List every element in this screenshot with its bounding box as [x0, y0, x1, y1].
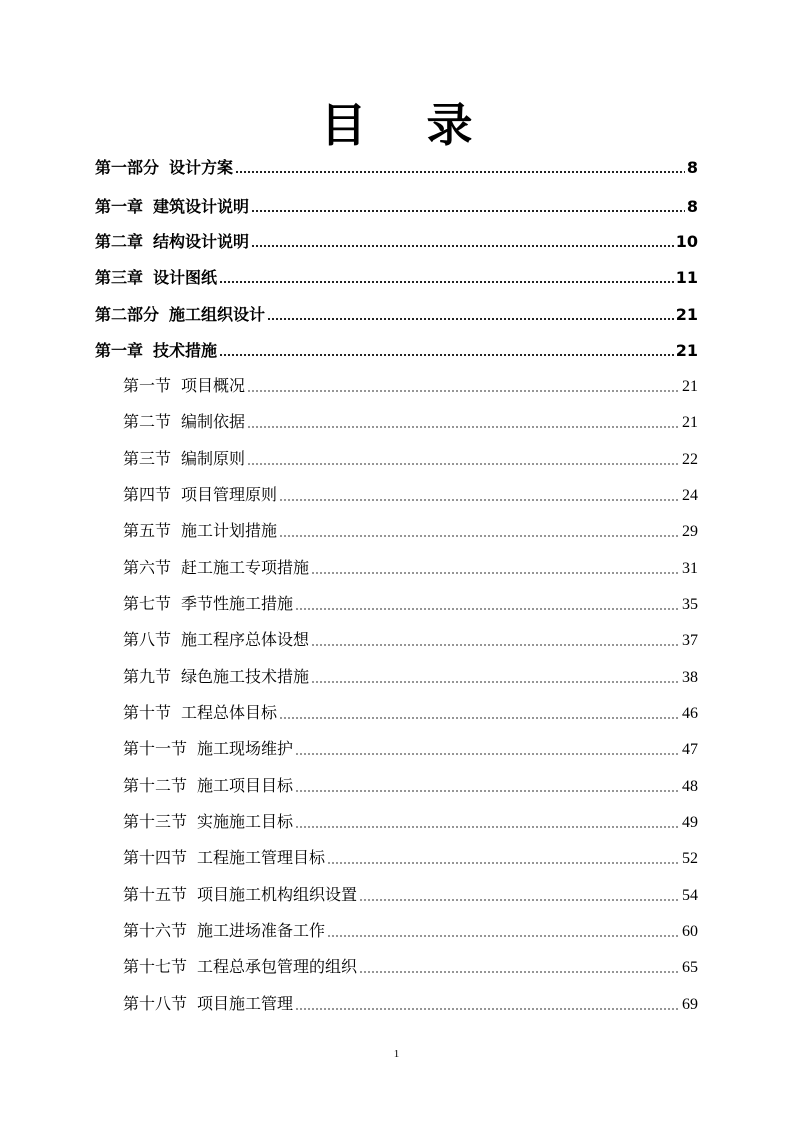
- dot-leader: [295, 750, 680, 756]
- toc-entry-number: 第一章: [95, 341, 144, 360]
- toc-entry[interactable]: [95, 196, 698, 218]
- dot-leader: [219, 351, 674, 357]
- toc-entry[interactable]: [123, 703, 698, 725]
- toc-entry[interactable]: [123, 485, 698, 507]
- toc-entry[interactable]: [123, 449, 698, 471]
- toc-entry-page: 37: [682, 632, 698, 649]
- toc-entry-page: 38: [682, 669, 698, 686]
- dot-leader: [235, 168, 685, 174]
- toc-entry-label: 施工项目目标: [197, 778, 294, 795]
- toc-entry-number: 第三节: [123, 451, 172, 468]
- toc-entry-label: 设计图纸: [153, 268, 218, 287]
- dot-leader: [327, 932, 680, 938]
- toc-entry[interactable]: [95, 267, 698, 289]
- toc-entry[interactable]: [123, 994, 698, 1016]
- toc-entry[interactable]: [123, 412, 698, 434]
- dot-leader: [251, 242, 674, 248]
- toc-entry-number: 第三章: [95, 268, 144, 287]
- toc-entry-number: 第二部分: [95, 305, 160, 324]
- toc-entry[interactable]: [123, 885, 698, 907]
- dot-leader: [311, 678, 680, 684]
- toc-entry-number: 第十五节: [123, 887, 188, 904]
- toc-entry-page: 22: [682, 451, 698, 468]
- dot-leader: [247, 387, 680, 393]
- toc-entry-label: 实施施工目标: [197, 814, 294, 831]
- toc-entry-page: 21: [675, 341, 698, 360]
- toc-entry[interactable]: [123, 921, 698, 943]
- toc-entry[interactable]: [123, 558, 698, 580]
- toc-entry-number: 第一章: [95, 197, 144, 216]
- toc-entry[interactable]: [123, 776, 698, 798]
- toc-entry-number: 第十二节: [123, 778, 188, 795]
- dot-leader: [311, 641, 680, 647]
- toc-entry-page: 60: [682, 923, 698, 940]
- toc-entry-number: 第六节: [123, 560, 172, 577]
- dot-leader: [251, 207, 685, 213]
- toc-entry-label: 技术措施: [153, 341, 218, 360]
- toc-entry-label: 项目概况: [181, 378, 246, 395]
- page-number: 1: [393, 1048, 400, 1060]
- toc-entry-page: 24: [682, 487, 698, 504]
- toc-entry-page: 21: [682, 378, 698, 395]
- toc-entry-label: 施工计划措施: [181, 523, 278, 540]
- toc-entry-number: 第四节: [123, 487, 172, 504]
- dot-leader: [311, 569, 680, 575]
- toc-entry[interactable]: [123, 594, 698, 616]
- toc-entry-label: 施工现场维护: [197, 741, 294, 758]
- toc-entry-page: 35: [682, 596, 698, 613]
- toc-entry-label: 施工程序总体设想: [181, 632, 310, 649]
- dot-leader: [279, 714, 680, 720]
- dot-leader: [295, 1005, 680, 1011]
- toc-entry-label: 工程总体目标: [181, 705, 278, 722]
- toc-entry-page: 46: [682, 705, 698, 722]
- toc-entry-page: 52: [682, 850, 698, 867]
- toc-entry-label: 工程施工管理目标: [197, 850, 326, 867]
- toc-entry-label: 施工组织设计: [169, 305, 266, 324]
- toc-entry-page: 49: [682, 814, 698, 831]
- toc-entry-page: 10: [675, 232, 698, 251]
- dot-leader: [267, 315, 674, 321]
- toc-entry-label: 设计方案: [169, 158, 234, 177]
- toc-entry[interactable]: [123, 848, 698, 870]
- dot-leader: [295, 605, 680, 611]
- dot-leader: [359, 896, 680, 902]
- toc-entry-number: 第五节: [123, 523, 172, 540]
- toc-entry-label: 绿色施工技术措施: [181, 669, 310, 686]
- toc-entry-number: 第十三节: [123, 814, 188, 831]
- toc-entry-number: 第八节: [123, 632, 172, 649]
- dot-leader: [295, 823, 680, 829]
- toc-entry-page: 21: [682, 414, 698, 431]
- toc-entry[interactable]: [95, 231, 698, 253]
- toc-entry-number: 第九节: [123, 669, 172, 686]
- toc-entry-page: 8: [686, 197, 698, 216]
- toc-entry-number: 第十七节: [123, 959, 188, 976]
- toc-entry-number: 第十四节: [123, 850, 188, 867]
- toc-entry-label: 编制依据: [181, 414, 246, 431]
- dot-leader: [279, 496, 680, 502]
- dot-leader: [327, 859, 680, 865]
- toc-entry-label: 结构设计说明: [153, 232, 250, 251]
- toc-entry-page: 48: [682, 778, 698, 795]
- toc-entry-page: 21: [675, 305, 698, 324]
- dot-leader: [359, 968, 680, 974]
- toc-entry-label: 工程总承包管理的组织: [197, 959, 358, 976]
- toc-entry-label: 项目施工机构组织设置: [197, 887, 358, 904]
- toc-entry-label: 赶工施工专项措施: [181, 560, 310, 577]
- toc-entry-page: 11: [675, 268, 698, 287]
- toc-entry-label: 项目管理原则: [181, 487, 278, 504]
- toc-entry-page: 65: [682, 959, 698, 976]
- dot-leader: [247, 423, 680, 429]
- toc-entry[interactable]: [123, 739, 698, 761]
- dot-leader: [219, 278, 674, 284]
- toc-entry-page: 47: [682, 741, 698, 758]
- toc-entry-number: 第一节: [123, 378, 172, 395]
- toc-entry-page: 8: [686, 158, 698, 177]
- toc-entry-number: 第十一节: [123, 741, 188, 758]
- toc-entry-number: 第十八节: [123, 996, 188, 1013]
- toc-entry[interactable]: [123, 812, 698, 834]
- toc-entry-label: 项目施工管理: [197, 996, 294, 1013]
- toc-entry[interactable]: [123, 630, 698, 652]
- dot-leader: [295, 787, 680, 793]
- toc-entry[interactable]: [123, 667, 698, 689]
- toc-entry-number: 第十六节: [123, 923, 188, 940]
- toc-entry[interactable]: [95, 304, 698, 326]
- toc-entry-page: 31: [682, 560, 698, 577]
- toc-entry[interactable]: [95, 340, 698, 362]
- toc-entry[interactable]: [123, 957, 698, 979]
- toc-entry[interactable]: [123, 376, 698, 398]
- toc-entry-page: 69: [682, 996, 698, 1013]
- page-title: 目 录: [320, 98, 495, 152]
- toc-entry-page: 29: [682, 523, 698, 540]
- toc-entry-label: 建筑设计说明: [153, 197, 250, 216]
- toc-entry[interactable]: [123, 521, 698, 543]
- toc-entry-label: 施工进场准备工作: [197, 923, 326, 940]
- toc-entry-number: 第七节: [123, 596, 172, 613]
- toc-entry-page: 54: [682, 887, 698, 904]
- toc-entry-number: 第二节: [123, 414, 172, 431]
- toc-entry-label: 编制原则: [181, 451, 246, 468]
- toc-entry[interactable]: [95, 157, 698, 179]
- dot-leader: [279, 532, 680, 538]
- toc-entry-number: 第十节: [123, 705, 172, 722]
- toc-entry-number: 第二章: [95, 232, 144, 251]
- toc-entry-number: 第一部分: [95, 158, 160, 177]
- dot-leader: [247, 460, 680, 466]
- toc-entry-label: 季节性施工措施: [181, 596, 294, 613]
